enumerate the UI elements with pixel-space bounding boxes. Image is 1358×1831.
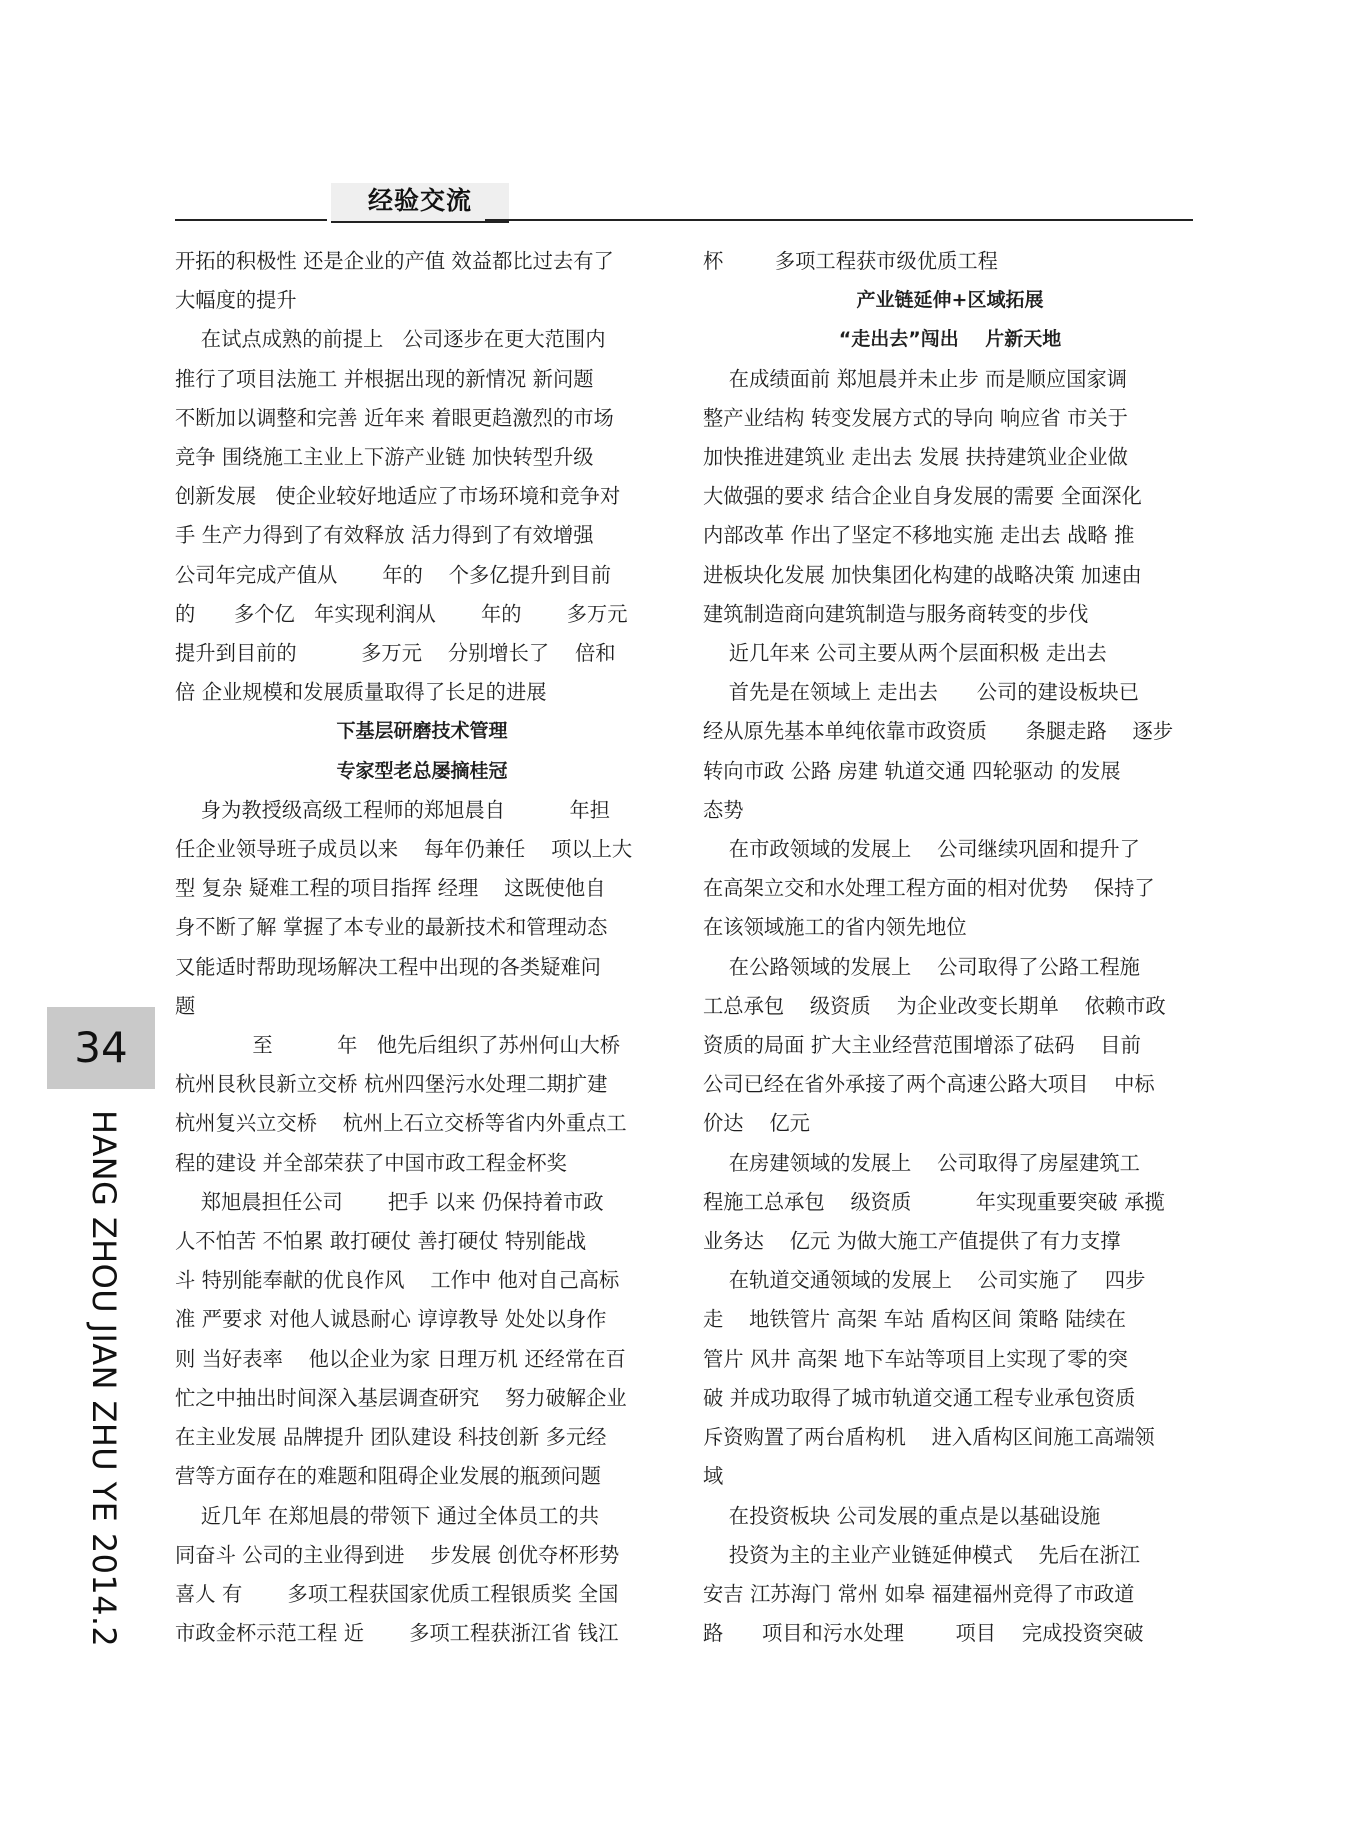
text-line: 杯 多项工程获市级优质工程 <box>703 249 998 273</box>
text-line: 公司年完成产值从 年的 个多亿提升到目前 <box>175 562 611 587</box>
text-line: 投资为主的主业产业链延伸模式 先后在浙江 <box>703 1542 1140 1567</box>
text-line: 提升到目前的 多万元 分别增长了 倍和 <box>175 641 616 666</box>
section-title: 经验交流 <box>331 183 509 223</box>
text-line: 首先是在领域上 走出去 公司的建设板块已 <box>703 680 1139 705</box>
text-line: 走 地铁管片 高架 车站 盾构区间 策略 陆续在 <box>703 1307 1127 1332</box>
text-line: 在公路领域的发展上 公司取得了公路工程施 <box>703 954 1140 979</box>
text-line: 大幅度的提升 <box>175 288 297 313</box>
header-rule-left <box>175 219 327 221</box>
text-line: 业务达 亿元 为做大施工产值提供了有力支撑 <box>703 1229 1121 1254</box>
text-line: 创新发展 使企业较好地适应了市场环境和竞争对 <box>175 484 621 509</box>
text-line: 则 当好表率 他以企业为家 日理万机 还经常在百 <box>175 1346 626 1371</box>
section-header <box>175 183 1193 223</box>
text-line: 态势 <box>703 797 744 822</box>
text-line: 建筑制造商向建筑制造与服务商转变的步伐 <box>703 601 1089 626</box>
text-line: 竞争 围绕施工主业上下游产业链 加快转型升级 <box>175 445 594 470</box>
text-line: 在试点成熟的前提上 公司逐步在更大范围内 <box>175 327 606 352</box>
text-line: 在轨道交通领域的发展上 公司实施了 四步 <box>703 1268 1146 1293</box>
text-line: 至 年 他先后组织了苏州何山大桥 <box>175 1033 621 1058</box>
text-line: 进板块化发展 加快集团化构建的战略决策 加速由 <box>703 562 1142 587</box>
text-line: 人不怕苦 不怕累 敢打硬仗 善打硬仗 特别能战 <box>175 1229 587 1254</box>
text-line: 忙之中抽出时间深入基层调查研究 努力破解企业 <box>175 1385 627 1410</box>
left-column <box>175 242 669 1653</box>
text-line: 身不断了解 掌握了本专业的最新技术和管理动态 <box>175 915 608 940</box>
text-line: 准 严要求 对他人诚恳耐心 谆谆教导 处处以身作 <box>175 1307 607 1332</box>
text-line: 营等方面存在的难题和阻碍企业发展的瓶颈问题 <box>175 1464 601 1489</box>
text-line: 工总承包 级资质 为企业改变长期单 依赖市政 <box>703 993 1166 1018</box>
text-line: 倍 企业规模和发展质量取得了长足的进展 <box>175 680 547 705</box>
text-line: 推行了项目法施工 并根据出现的新情况 新问题 <box>175 366 594 391</box>
text-line: 杭州复兴立交桥 杭州上石立交桥等省内外重点工 <box>175 1111 627 1136</box>
text-line: 近几年 在郑旭晨的带领下 通过全体员工的共 <box>175 1503 600 1528</box>
subheading-line: “走出去”闯出 片新天地 <box>838 328 1062 351</box>
text-line: 又能适时帮助现场解决工程中出现的各类疑难问 <box>175 954 601 979</box>
text-line: 题 <box>175 993 196 1018</box>
text-line: 整产业结构 转变发展方式的导向 响应省 市关于 <box>703 405 1128 430</box>
text-line: 管片 风井 高架 地下车站等项目上实现了零的突 <box>703 1346 1128 1371</box>
text-line: 斗 特别能奉献的优良作风 工作中 他对自己高标 <box>175 1268 620 1293</box>
text-line: 程施工总承包 级资质 年实现重要突破 承揽 <box>703 1189 1165 1214</box>
header-rule-right <box>485 219 1193 221</box>
text-line: 不断加以调整和完善 近年来 着眼更趋激烈的市场 <box>175 405 614 430</box>
text-line: 在市政领域的发展上 公司继续巩固和提升了 <box>703 837 1140 862</box>
page-number: 34 <box>47 1007 155 1089</box>
text-line: 的 多个亿 年实现利润从 年的 多万元 <box>175 601 628 626</box>
text-line: 在高架立交和水处理工程方面的相对优势 保持了 <box>703 876 1155 901</box>
text-line: 杭州艮秋艮新立交桥 杭州四堡污水处理二期扩建 <box>175 1072 608 1097</box>
text-line: 任企业领导班子成员以来 每年仍兼任 项以上大 <box>175 837 633 862</box>
text-line: 型 复杂 疑难工程的项目指挥 经理 这既使他自 <box>175 876 606 901</box>
text-line: 郑旭晨担任公司 把手 以来 仍保持着市政 <box>175 1189 604 1214</box>
text-line: 安吉 江苏海门 常州 如皋 福建福州竞得了市政道 <box>703 1581 1135 1606</box>
text-line: 在主业发展 品牌提升 团队建设 科技创新 多元经 <box>175 1425 607 1450</box>
text-line: 转向市政 公路 房建 轨道交通 四轮驱动 的发展 <box>703 758 1121 783</box>
text-line: 同奋斗 公司的主业得到进 步发展 创优夺杯形势 <box>175 1542 620 1567</box>
text-line: 斥资购置了两台盾构机 进入盾构区间施工高端领 <box>703 1425 1155 1450</box>
subheading-line: 专家型老总屡摘桂冠 <box>336 759 508 782</box>
text-line: 在成绩面前 郑旭晨并未止步 而是顺应国家调 <box>703 366 1128 391</box>
right-column <box>703 242 1197 1653</box>
text-line: 市政金杯示范工程 近 多项工程获浙江省 钱江 <box>175 1621 619 1646</box>
text-line: 近几年来 公司主要从两个层面积极 走出去 <box>703 641 1107 666</box>
text-line: 公司已经在省外承接了两个高速公路大项目 中标 <box>703 1072 1155 1097</box>
text-line: 破 并成功取得了城市轨道交通工程专业承包资质 <box>703 1385 1136 1410</box>
text-line: 域 <box>703 1464 724 1489</box>
text-line: 在该领域施工的省内领先地位 <box>703 915 967 940</box>
magazine-side-label: HANG ZHOU JIAN ZHU YE 2014.2 <box>85 1110 123 1648</box>
text-line: 内部改革 作出了坚定不移地实施 走出去 战略 推 <box>703 523 1135 548</box>
text-line: 喜人 有 多项工程获国家优质工程银质奖 全国 <box>175 1581 619 1606</box>
subheading-line: 产业链延伸+区域拓展 <box>856 289 1044 312</box>
text-line: 程的建设 并全部荣获了中国市政工程金杯奖 <box>175 1150 567 1175</box>
subheading-line: 下基层研磨技术管理 <box>336 720 508 743</box>
text-line: 经从原先基本单纯依靠市政资质 条腿走路 逐步 <box>703 719 1174 744</box>
text-line: 身为教授级高级工程师的郑旭晨自 年担 <box>175 797 611 822</box>
text-line: 手 生产力得到了有效释放 活力得到了有效增强 <box>175 523 594 548</box>
text-line: 开拓的积极性 还是企业的产值 效益都比过去有了 <box>175 249 614 273</box>
text-line: 大做强的要求 结合企业自身发展的需要 全面深化 <box>703 484 1142 509</box>
text-line: 价达 亿元 <box>703 1111 810 1136</box>
text-line: 路 项目和污水处理 项目 完成投资突破 <box>703 1621 1144 1646</box>
text-line: 加快推进建筑业 走出去 发展 扶持建筑业企业做 <box>703 445 1128 470</box>
text-line: 在房建领域的发展上 公司取得了房屋建筑工 <box>703 1150 1140 1175</box>
text-line: 资质的局面 扩大主业经营范围增添了砝码 目前 <box>703 1033 1141 1058</box>
text-line: 在投资板块 公司发展的重点是以基础设施 <box>703 1503 1101 1528</box>
